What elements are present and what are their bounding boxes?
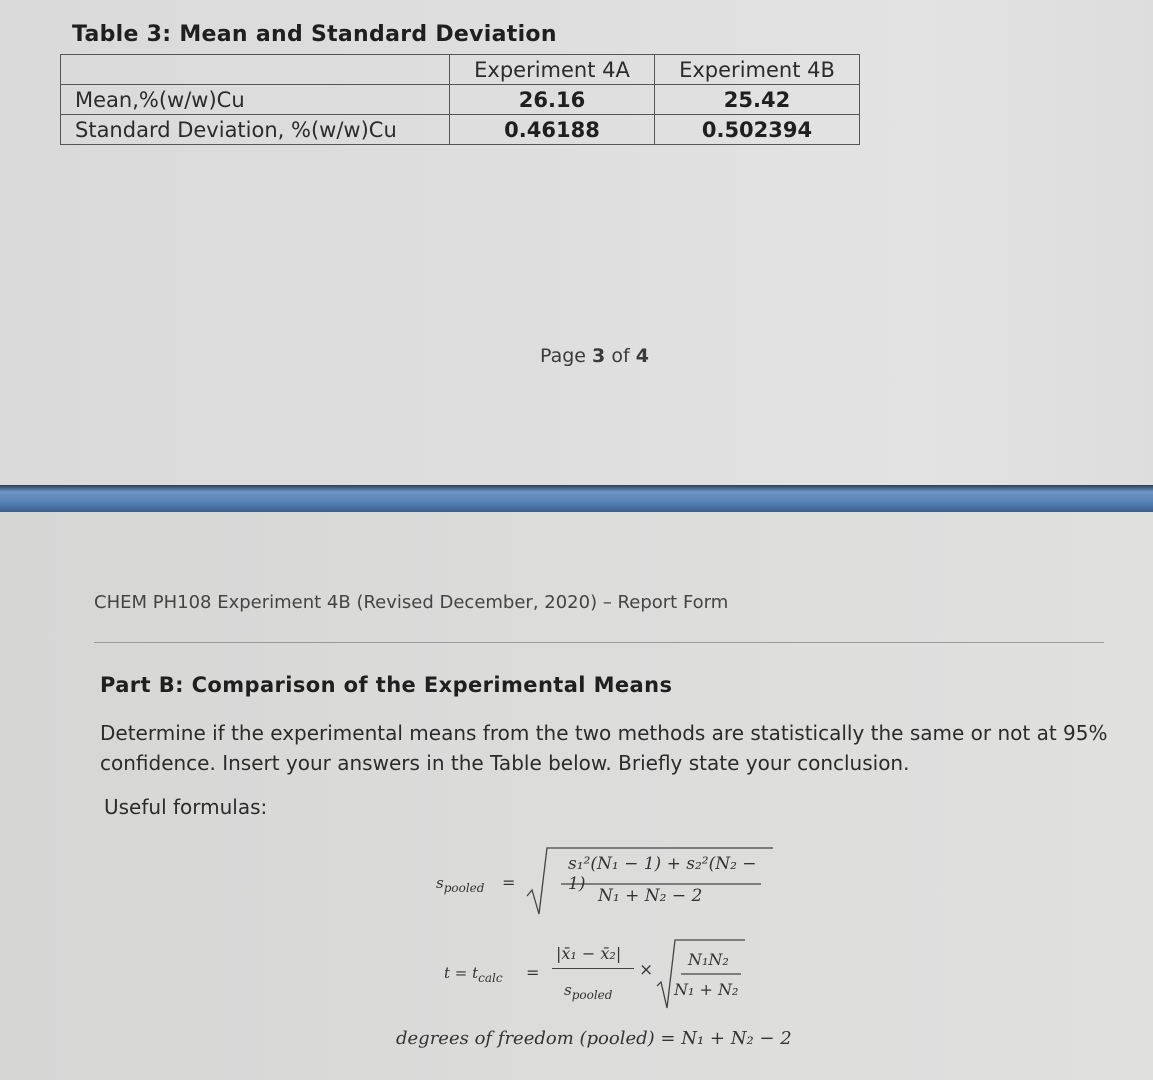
t-fraction-numerator: |x̄₁ − x̄₂| <box>556 944 622 963</box>
header-exp-4b: Experiment 4B <box>655 55 860 85</box>
table-row <box>61 85 860 115</box>
row-label-mean: Mean,%(w/w)Cu <box>61 85 450 115</box>
useful-formulas-label: Useful formulas: <box>104 795 268 819</box>
mean-sd-table <box>60 54 860 145</box>
part-title: Part B: Comparison of the Experimental Means <box>100 673 673 697</box>
t-calc-formula: $t = t_{calc}$ = |x̄₁ − x̄₂| $s_{pooled}$ × N₁N₂ N₁ + N₂ <box>440 938 760 1010</box>
times-symbol: × <box>639 960 654 980</box>
table-header-row <box>61 55 860 85</box>
page-of: of <box>611 345 630 367</box>
report-header: CHEM PH108 Experiment 4B (Revised December, 2020) – Report Form <box>94 592 729 613</box>
page-prefix: Page <box>540 345 586 367</box>
header-exp-4a: Experiment 4A <box>450 55 655 85</box>
header-divider <box>94 642 1104 643</box>
page-total: 4 <box>635 345 649 367</box>
sd-exp-4b: 0.502394 <box>655 115 860 145</box>
mean-exp-4a: 26.16 <box>450 85 655 115</box>
s-pooled-denominator: N₁ + N₂ − 2 <box>598 886 703 906</box>
page-number <box>540 345 649 367</box>
page-current: 3 <box>592 345 606 367</box>
header-empty-cell <box>61 55 450 85</box>
s-pooled-formula: $s_{pooled}$ = s₁²(N₁ − 1) + s₂²(N₂ − 1) N₁ + N₂ − 2 <box>430 840 770 920</box>
instructions: Determine if the experimental means from the two methods are statistically the same or not at 95% confidence. Insert your answers in the Table below. Briefly state your conclusion. <box>100 721 1108 775</box>
table-title: Table 3: Mean and Standard Deviation <box>72 22 557 47</box>
page-separator <box>0 485 1153 512</box>
s-pooled-numerator: s₁²(N₁ − 1) + s₂²(N₂ − 1) <box>568 854 757 894</box>
s-pooled-lhs: $s_{pooled}$ <box>436 874 485 895</box>
table-row <box>61 115 860 145</box>
sd-exp-4a: 0.46188 <box>450 115 655 145</box>
t-lhs: $t = t_{calc}$ <box>444 964 503 985</box>
t-sqrt-denominator: N₁ + N₂ <box>674 980 739 999</box>
degrees-of-freedom: degrees of freedom (pooled) = N₁ + N₂ − 2 <box>396 1028 792 1049</box>
t-fraction-bar <box>552 968 634 969</box>
t-sqrt-numerator: N₁N₂ <box>688 950 729 969</box>
mean-exp-4b: 25.42 <box>655 85 860 115</box>
sqrt-symbol-2 <box>655 938 747 1010</box>
t-fraction-denominator: $s_{pooled}$ <box>564 981 613 1002</box>
row-label-sd: Standard Deviation, %(w/w)Cu <box>61 115 450 145</box>
